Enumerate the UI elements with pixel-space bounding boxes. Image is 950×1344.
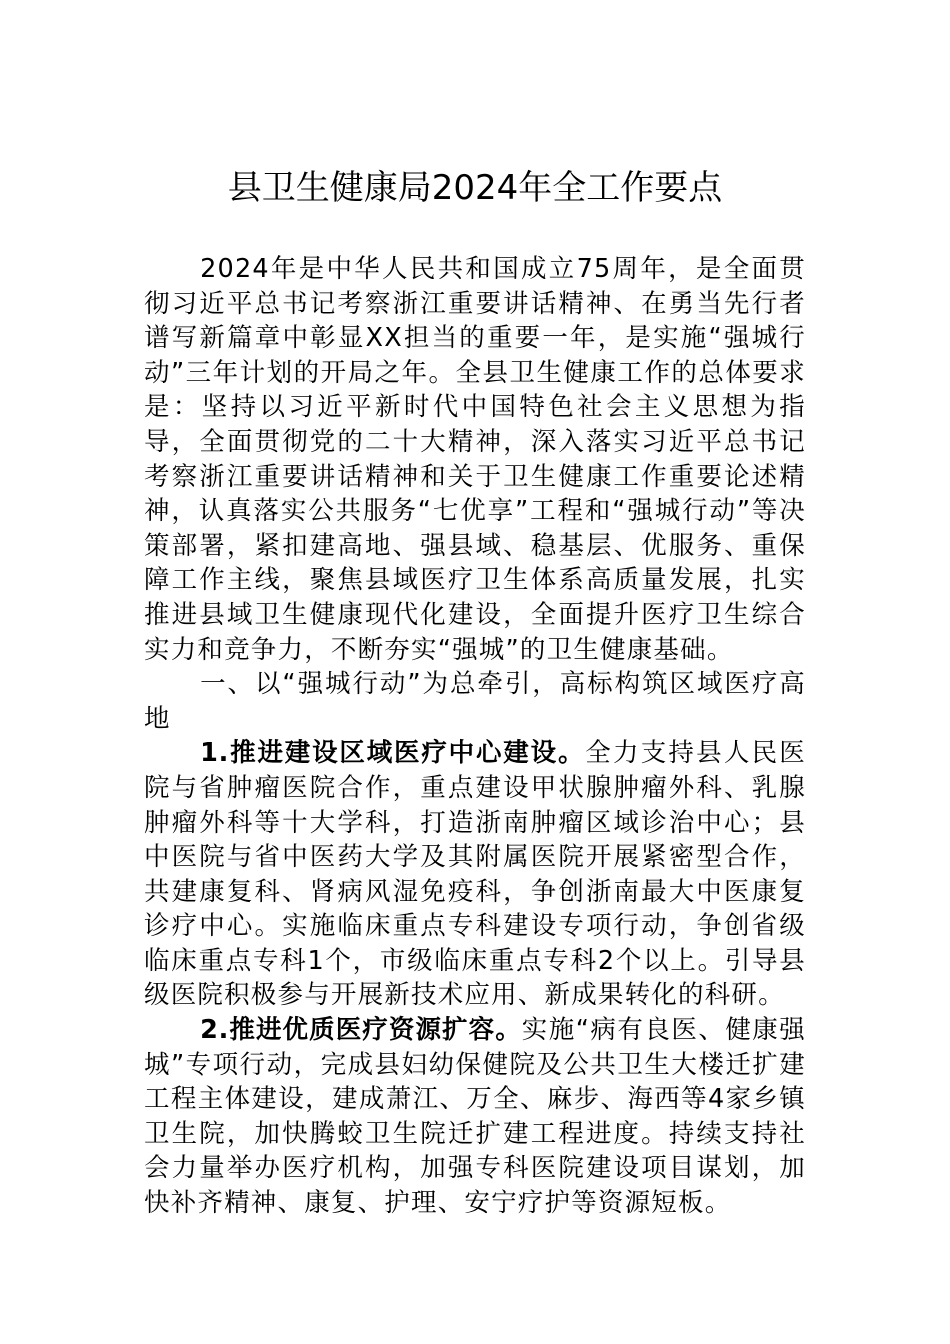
item-lead: 2.推进优质医疗资源扩容。 xyxy=(200,1015,522,1046)
document-title: 县卫生健康局2024年全工作要点 xyxy=(227,168,723,208)
section-heading xyxy=(144,667,806,736)
item-paragraph-1 xyxy=(144,736,806,1013)
item-text: 实施“病有良医、健康强城”专项行动，完成县妇幼保健院及公共卫生大楼迁扩建工程主体建设，建成萧江、万全、麻步、海西等4家乡镇卫生院，加快腾蛟卫生院迁扩建工程进度。持续支持社会力量举办医疗机构，加强专科医院建设项目谋划，加快补齐精神、康复、护理、安宁疗护等资源短板。 xyxy=(144,1015,806,1219)
heading-text: 一、以“强城行动”为总牵引，高标构筑区域医疗高地 xyxy=(144,669,806,734)
item-lead: 1.推进建设区域医疗中心建设。 xyxy=(200,738,586,769)
document-body xyxy=(144,252,806,1221)
item-text: 全力支持县人民医院与省肿瘤医院合作，重点建设甲状腺肿瘤外科、乳腺肿瘤外科等十大学科，打造浙南肿瘤区域诊治中心；县中医院与省中医药大学及其附属医院开展紧密型合作，共建康复科、肾病风湿免疫科，争创浙南最大中医康复诊疗中心。实施临床重点专科建设专项行动，争创省级临床重点专科1个，市级临床重点专科2个以上。引导县级医院积极参与开展新技术应用、新成果转化的科研。 xyxy=(144,738,806,1011)
paragraph-text: 2024年是中华人民共和国成立75周年，是全面贯彻习近平总书记考察浙江重要讲话精神、在勇当先行者谱写新篇章中彰显XX担当的重要一年，是实施“强城行动”三年计划的开局之年。全县卫生健康工作的总体要求是：坚持以习近平新时代中国特色社会主义思想为指导，全面贯彻党的二十大精神，深入落实习近平总书记考察浙江重要讲话精神和关于卫生健康工作重要论述精神，认真落实公共服务“七优享”工程和“强城行动”等决策部署，紧扣建高地、强县域、稳基层、优服务、重保障工作主线，聚焦县域医疗卫生体系高质量发展，扎实推进县域卫生健康现代化建设，全面提升医疗卫生综合实力和竞争力，不断夯实“强城”的卫生健康基础。 xyxy=(144,254,806,665)
item-paragraph-2 xyxy=(144,1013,806,1221)
intro-paragraph xyxy=(144,252,806,667)
